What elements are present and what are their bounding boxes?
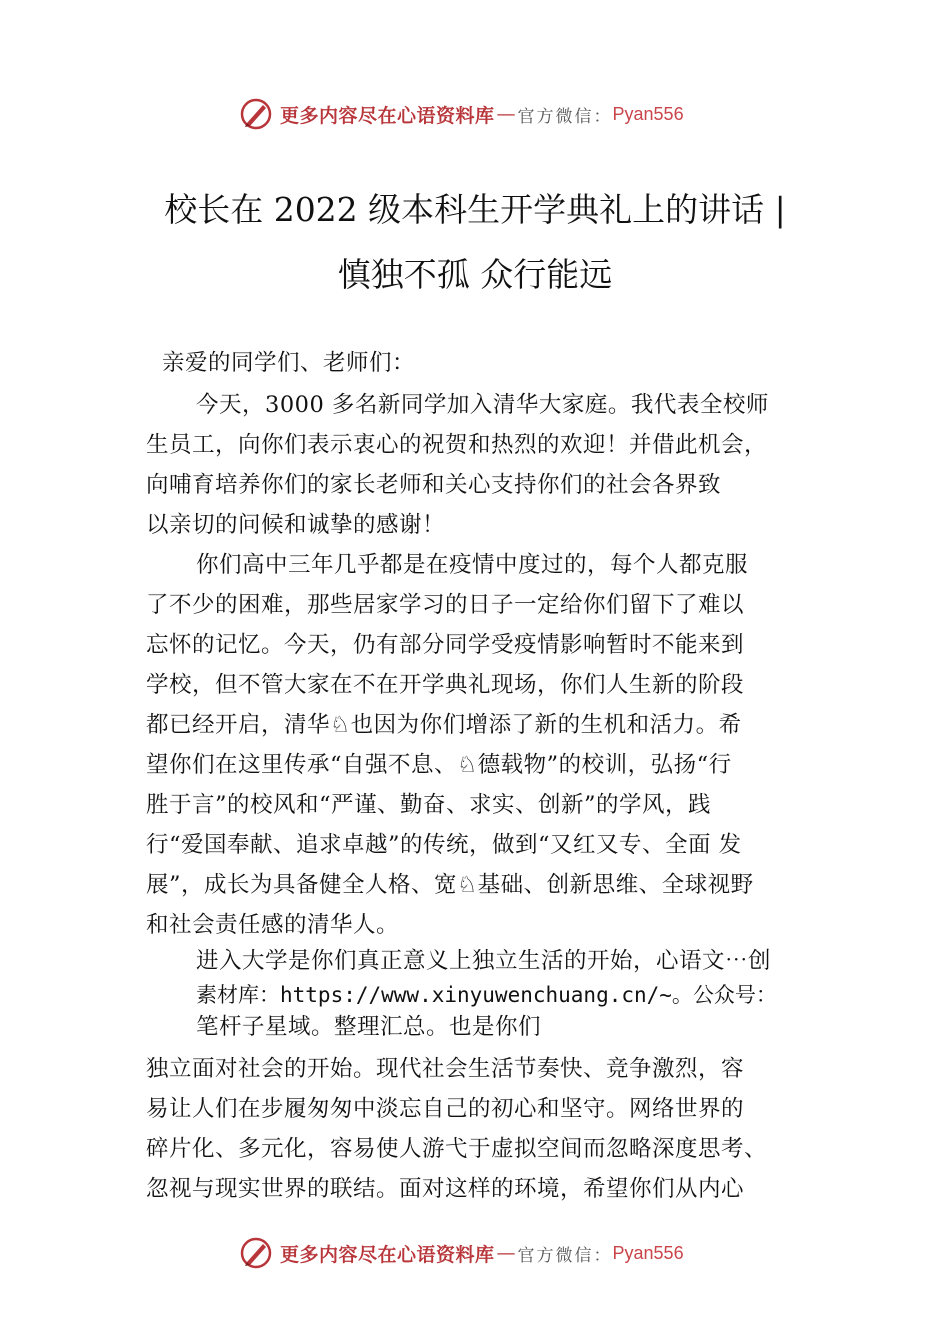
banner-wechat-label: 官方微信： (517, 1245, 613, 1266)
paragraph-line: 学校，但不管大家在不在开学典礼现场，你们人生新的阶段 (146, 672, 745, 698)
paragraph-line: 望你们在这里传承“自强不息、♘德载物”的校训，弘扬“行 (146, 752, 732, 778)
banner-wechat-id: Pyan556 (612, 1242, 684, 1263)
pen-logo-icon (238, 1235, 274, 1271)
page-title-line-2: 慎独不孤 众行能远 (337, 255, 613, 294)
paragraph-line: 都已经开启，清华♘也因为你们增添了新的生机和活力。希 (146, 712, 742, 738)
inserted-note-line: 笔杆子星域。整理汇总。也是你们 (196, 1014, 542, 1040)
banner-wechat-id: Pyan556 (612, 103, 684, 124)
banner-text: 更多内容尽在心语资料库 (280, 104, 495, 127)
paragraph-line: 生员工，向你们表示衷心的祝贺和热烈的欢迎！并借此机会， (146, 432, 768, 458)
paragraph-line: 今天，3000 多名新同学加入清华大家庭。我代表全校师 (196, 392, 769, 418)
banner-text: 更多内容尽在心语资料库 (280, 1243, 495, 1266)
paragraph-line: 行“爱国奉献、追求卓越”的传统，做到“又红又专、全面 发 (146, 832, 742, 858)
paragraph-line: 易让人们在步履匆匆中淡忘自己的初心和坚守。网络世界的 (146, 1096, 745, 1122)
paragraph-line: 独立面对社会的开始。现代社会生活节奏快、竞争激烈，容 (146, 1056, 745, 1082)
inserted-note-link-line: 素材库：https://www.xinyuwenchuang.cn/~。公众号： (196, 983, 777, 1007)
page-title-line-1: 校长在 2022 级本科生开学典礼上的讲话 | (164, 190, 786, 229)
header-banner (238, 94, 758, 134)
banner-wechat-label: 官方微信： (517, 106, 613, 127)
footer-banner (238, 1233, 758, 1273)
pen-logo-icon (238, 96, 274, 132)
paragraph-line: 你们高中三年几乎都是在疫情中度过的，每个人都克服 (196, 552, 749, 578)
paragraph-line: 忘怀的记忆。今天，仍有部分同学受疫情影响暂时不能来到 (146, 632, 745, 658)
paragraph-line: 碎片化、多元化，容易使人游弋于虚拟空间而忽略深度思考、 (146, 1136, 768, 1162)
banner-dash: — (496, 103, 516, 125)
greeting: 亲爱的同学们、老师们： (162, 350, 416, 376)
inserted-note-line: 进入大学是你们真正意义上独立生活的开始，心语文⋯创 (196, 948, 772, 974)
paragraph-line: 以亲切的问候和诚挚的感谢！ (146, 512, 446, 538)
banner-dash: — (496, 1242, 516, 1264)
paragraph-line: 和社会责任感的清华人。 (146, 912, 400, 938)
paragraph-line: 向哺育培养你们的家长老师和关心支持你们的社会各界致 (146, 472, 722, 498)
paragraph-line: 忽视与现实世界的联结。面对这样的环境，希望你们从内心 (146, 1176, 745, 1202)
paragraph-line: 胜于言”的校风和“严谨、勤奋、求实、创新”的学风，践 (146, 792, 712, 818)
paragraph-line: 展”，成长为具备健全人格、宽♘基础、创新思维、全球视野 (146, 872, 754, 898)
paragraph-line: 了不少的困难，那些居家学习的日子一定给你们留下了难以 (146, 592, 745, 618)
